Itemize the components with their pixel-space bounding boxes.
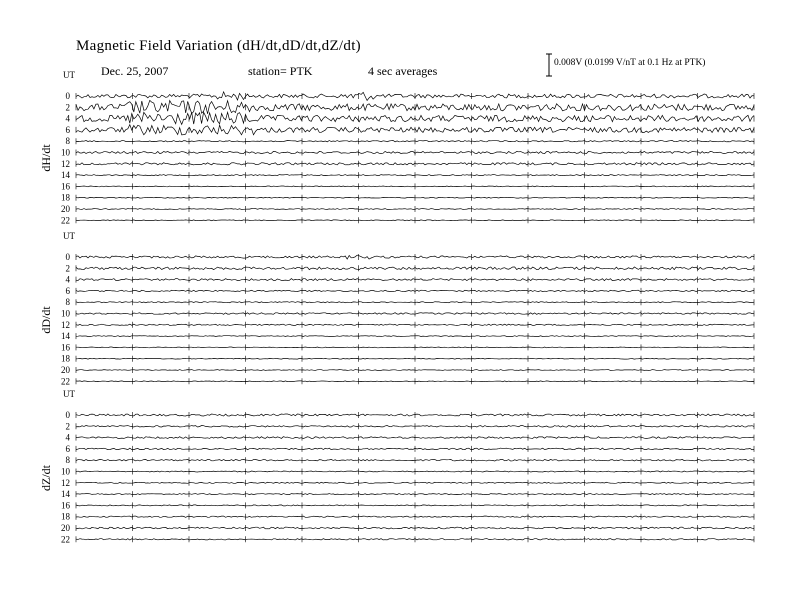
hour-label: 18 <box>61 511 70 522</box>
trace-line <box>76 175 754 176</box>
hour-label: 8 <box>65 136 70 147</box>
hour-label: 16 <box>61 181 70 192</box>
hour-label: 16 <box>61 342 70 353</box>
hour-label: 0 <box>65 91 70 101</box>
date-label: Dec. 25, 2007 <box>101 64 169 78</box>
panel-2 <box>39 389 754 544</box>
ut-label: UT <box>63 389 75 399</box>
hour-label: 10 <box>61 147 70 158</box>
trace-line <box>76 112 754 124</box>
panel-1 <box>39 231 754 386</box>
hour-label: 16 <box>61 500 70 511</box>
hour-label: 2 <box>65 263 70 274</box>
panel-ylabel: dH/dt <box>39 144 53 172</box>
hour-label: 6 <box>65 124 70 135</box>
hour-label: 18 <box>61 353 70 364</box>
panel-0 <box>39 70 754 225</box>
hour-label: 22 <box>61 376 70 387</box>
hour-label: 18 <box>61 192 70 203</box>
hour-label: 20 <box>61 204 70 214</box>
hour-label: 14 <box>61 170 70 181</box>
chart-title: Magnetic Field Variation (dH/dt,dD/dt,dZ/dt) <box>76 38 361 54</box>
hour-label: 2 <box>65 421 70 432</box>
hour-label: 8 <box>65 455 70 466</box>
panel-ylabel: dD/dt <box>39 306 53 334</box>
hour-label: 6 <box>65 443 70 454</box>
hour-label: 22 <box>61 534 70 545</box>
hour-label: 20 <box>61 365 70 375</box>
hour-label: 4 <box>65 432 70 443</box>
averaging-label: 4 sec averages <box>368 64 438 78</box>
hour-label: 8 <box>65 297 70 308</box>
hour-label: 2 <box>65 102 70 113</box>
hour-label: 22 <box>61 215 70 226</box>
hour-label: 10 <box>61 308 70 319</box>
panel-ylabel: dZ/dt <box>39 465 53 491</box>
hour-label: 0 <box>65 252 70 262</box>
station-label: station= PTK <box>248 64 313 78</box>
hour-label: 4 <box>65 113 70 124</box>
hour-label: 10 <box>61 466 70 477</box>
hour-label: 4 <box>65 274 70 285</box>
hour-label: 20 <box>61 523 70 533</box>
scale-note: 0.008V (0.0199 V/nT at 0.1 Hz at PTK) <box>554 58 706 68</box>
hour-label: 14 <box>61 331 70 342</box>
hour-label: 12 <box>61 319 70 330</box>
ut-label: UT <box>63 70 75 80</box>
hour-label: 12 <box>61 477 70 488</box>
hour-label: 12 <box>61 158 70 169</box>
hour-label: 0 <box>65 410 70 420</box>
ut-label: UT <box>63 231 75 241</box>
hour-label: 6 <box>65 285 70 296</box>
hour-label: 14 <box>61 489 70 500</box>
